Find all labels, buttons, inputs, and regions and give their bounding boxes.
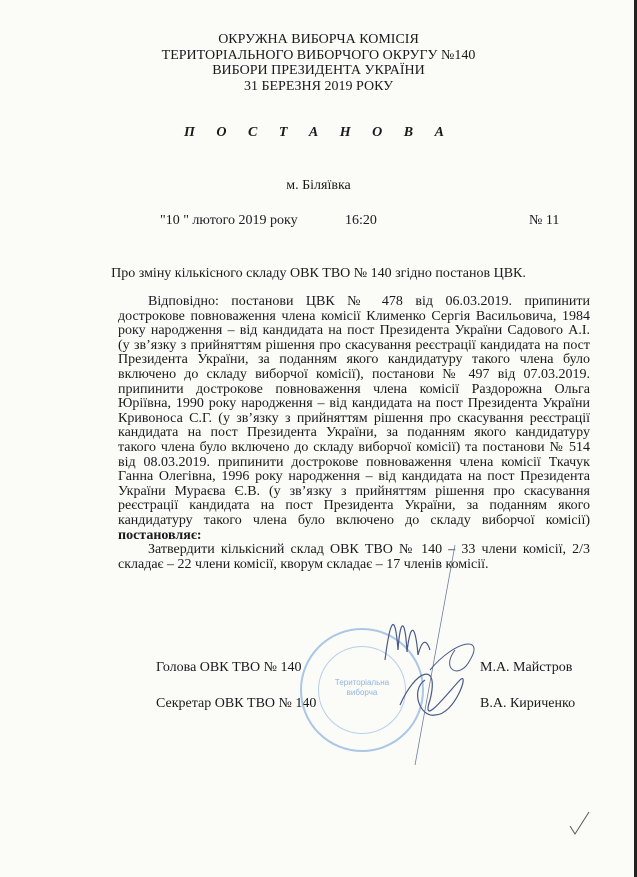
document-subject: Про зміну кількісного складу ОВК ТВО № 140 згідно постанов ЦВК. <box>111 266 526 281</box>
secretary-name: В.А. Кириченко <box>480 696 576 711</box>
document-body <box>118 295 590 572</box>
body-line: кандидатуру такого члена було включено до складу виборчої комісії) <box>118 512 590 528</box>
body-line: припинити дострокове повноваження члена комісії Раздорожна Ольга <box>118 381 590 397</box>
body-line: Президента України, за поданням якого кандидатуру такого члена було <box>118 352 590 368</box>
head-name: М.А. Майстров <box>480 660 573 675</box>
body-line: від 08.03.2019. припинити дострокове повноваження члена комісії Ткачук <box>118 454 590 470</box>
head-title: Голова ОВК ТВО № 140 <box>156 660 302 675</box>
document-header <box>0 32 637 94</box>
header-line: ТЕРИТОРІАЛЬНОГО ВИБОРЧОГО ОКРУГУ №140 <box>161 47 476 63</box>
pen-mark <box>565 808 595 838</box>
resolves-label: постановляє: <box>118 527 202 543</box>
body-line: Ганна Олегівна, 1996 року народження – від кандидата на пост Президента <box>118 469 590 485</box>
decision-line: складає – 22 члени комісії, кворум складає – 17 членів комісії. <box>118 556 489 572</box>
document-time: 16:20 <box>345 213 377 228</box>
body-line: включено до складу виборчої комісії), постанови № 497 від 07.03.2019. <box>118 366 590 382</box>
body-line: (у зв’язку з прийняттям рішення про скасування реєстрації кандидата на пост <box>118 337 590 353</box>
document-number: № 11 <box>529 213 560 228</box>
body-line: такого члена було включено до складу виборчої комісії) та постанови № 514 <box>118 439 590 455</box>
body-line: Кривоноса С.Г. (у зв’язку з прийняттям рішення про скасування реєстрації <box>118 410 590 426</box>
document-type: П О С Т А Н О В А <box>184 125 453 140</box>
body-line: реєстрації кандидата на пост Президента України, за поданням якого <box>118 498 590 514</box>
header-line: 31 БЕРЕЗНЯ 2019 РОКУ <box>243 78 394 94</box>
body-line: дострокове повноваження члена комісії Клименко Сергія Васильовича, 1984 <box>118 308 590 324</box>
body-line: року народження – від кандидата на пост Президента України Садового А.І. <box>118 323 590 339</box>
city: м. Біляївка <box>286 178 351 193</box>
header-line: ОКРУЖНА ВИБОРЧА КОМІСІЯ <box>218 32 419 47</box>
official-stamp: Територіальна виборча <box>300 628 424 752</box>
body-line: України Мураєва Є.В. (у зв’язку з прийняттям рішення про скасування <box>118 483 590 499</box>
decision-line: Затвердити кількісний склад ОВК ТВО № 140 – 33 члени комісії, 2/3 <box>148 542 590 558</box>
signatures-handwritten <box>360 540 520 770</box>
body-line: Відповідно: постанови ЦВК № 478 від 06.03.2019. припинити <box>148 294 590 309</box>
header-line: ВИБОРИ ПРЕЗИДЕНТА УКРАЇНИ <box>212 63 425 78</box>
document-date: "10 " лютого 2019 року <box>160 213 298 228</box>
body-line: Юріївна, 1990 року народження – від кандидата на пост Президента України <box>118 396 590 412</box>
secretary-title: Секретар ОВК ТВО № 140 <box>156 696 317 711</box>
body-line: кандидата на пост Президента України, за поданням якого кандидатуру <box>118 425 590 441</box>
